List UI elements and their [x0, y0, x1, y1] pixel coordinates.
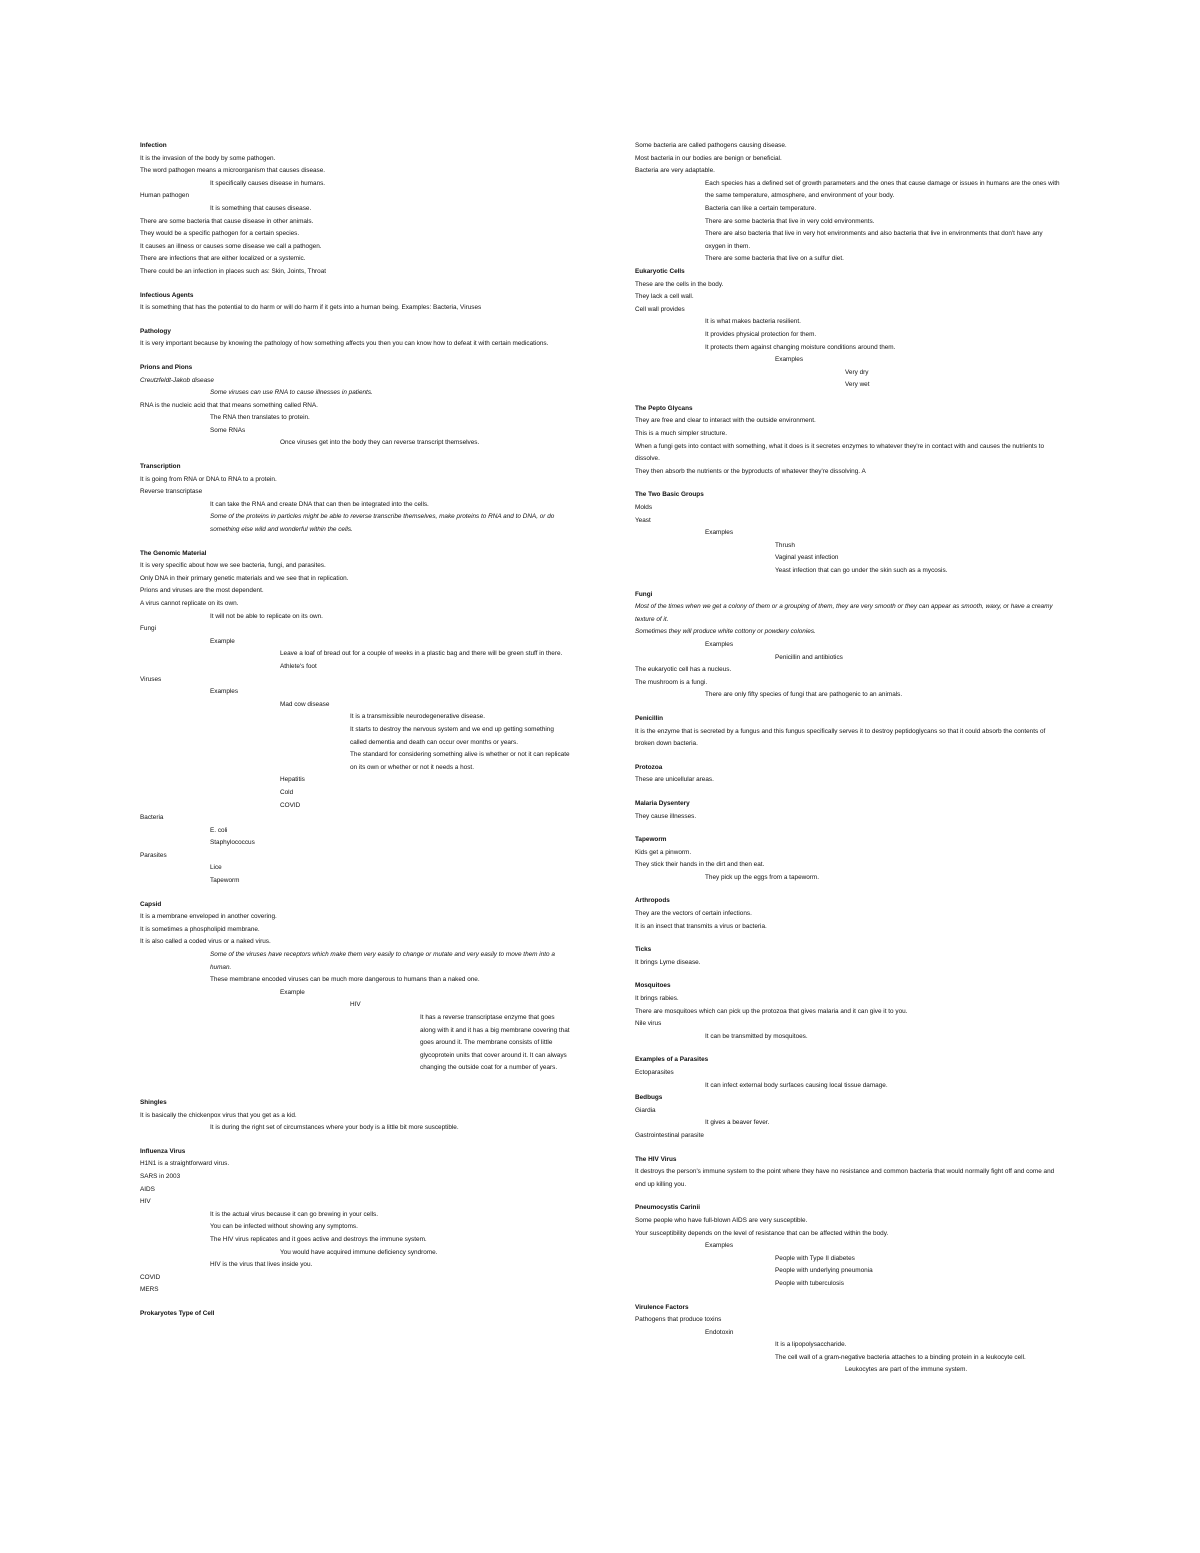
text-line: It is the enzyme that is secreted by a fungus and this fungus specifically serves it to destroy peptidoglycans so that it could absorb the contents of broken down bacteria.: [635, 727, 1048, 748]
text-line: Some RNAs: [210, 426, 246, 434]
text-line: They are the vectors of certain infections.: [635, 910, 752, 918]
text-line: Giardia: [635, 1106, 656, 1114]
text-line: It destroys the person's immune system to the point where they have no resistance and common bacteria that would normally fight off and come and end up killing you.: [635, 1168, 1056, 1188]
text-line: Endotoxin: [705, 1328, 734, 1336]
text-line: Examples: [775, 356, 804, 364]
text-line: Leave a loaf of bread out for a couple of weeks in a plastic bag and there will be green stuff in there.: [280, 650, 563, 658]
paragraph-gap: [140, 537, 570, 548]
text-line: HIV: [140, 1198, 151, 1206]
paragraph-gap: [635, 1143, 1060, 1154]
text-line: The mushroom is a fungi.: [635, 678, 708, 686]
text-line: People with tuberculosis: [775, 1279, 844, 1287]
text-line: Very dry: [845, 368, 869, 376]
text-line: It is a transmissible neurodegenerative disease.: [350, 713, 485, 721]
section-heading: Arthropods: [635, 897, 670, 905]
text-line: Bacteria are very adaptable.: [635, 167, 715, 175]
text-line: Examples: [705, 1242, 734, 1250]
section-heading: Virulence Factors: [635, 1303, 689, 1311]
text-line: It is something that has the potential to do harm or will do harm if it gets into a human being. Examples: Bacteria, Viruses: [140, 304, 482, 312]
paragraph-gap: [140, 450, 570, 461]
paragraph-gap: [140, 888, 570, 899]
text-line: There are some bacteria that cause disease in other animals.: [140, 217, 314, 225]
text-line: It starts to destroy the nervous system and we end up getting something called dementia and death can occur over months or years.: [350, 725, 556, 746]
paragraph-gap: [140, 1297, 570, 1308]
text-line: Examples: [705, 529, 734, 537]
text-line: Bacteria can like a certain temperature.: [705, 204, 817, 212]
section-heading: Influenza Virus: [140, 1147, 186, 1155]
paragraph-gap: [635, 392, 1060, 403]
text-line: Parasites: [140, 851, 167, 859]
section-heading: The HIV Virus: [635, 1155, 677, 1163]
text-line: Yeast infection that can go under the skin such as a mycosis.: [775, 567, 948, 574]
paragraph-gap: [140, 1075, 570, 1086]
section-heading: Protozoa: [635, 763, 663, 771]
text-line: Kids get a pinworm.: [635, 848, 692, 856]
paragraph-gap: [635, 478, 1060, 489]
text-line: You would have acquired immune deficiency syndrome.: [280, 1248, 438, 1256]
text-line: There are some bacteria that live on a sulfur diet.: [705, 255, 844, 263]
text-line: It brings rabies.: [635, 995, 679, 1003]
paragraph-gap: [635, 1191, 1060, 1202]
text-line: It brings Lyme disease.: [635, 958, 701, 966]
text-line: HIV: [350, 1001, 361, 1009]
text-line: Very wet: [845, 381, 870, 389]
text-line: It is basically the chickenpox virus that you get as a kid.: [140, 1111, 297, 1119]
text-line: Fungi: [140, 625, 156, 633]
left-column: [140, 140, 570, 1320]
paragraph-gap: [140, 1135, 570, 1146]
text-line: Molds: [635, 504, 653, 512]
text-line: SARS in 2003: [140, 1172, 181, 1180]
text-line: It causes an illness or causes some disease we call a pathogen.: [140, 242, 322, 250]
text-line: They are free and clear to interact with the outside environment.: [635, 417, 816, 425]
text-line: People with underlying pneumonia: [775, 1267, 873, 1275]
text-line: They lack a cell wall.: [635, 293, 694, 301]
text-line: Viruses: [140, 675, 162, 683]
paragraph-gap: [140, 279, 570, 290]
text-line: Human pathogen: [140, 192, 190, 200]
text-line: Nile virus: [635, 1020, 662, 1028]
text-line: It is something that causes disease.: [210, 204, 312, 212]
text-line: Prions and viruses are the most dependent.: [140, 587, 264, 595]
text-line: It protects them against changing moisture conditions around them.: [705, 343, 896, 351]
text-line: They cause illnesses.: [635, 812, 697, 820]
text-line: It is also called a coded virus or a naked virus.: [140, 938, 271, 946]
section-heading: Tapeworm: [635, 836, 667, 844]
text-line: Creutzfeldt-Jakob disease: [140, 376, 214, 384]
text-line: Some of the viruses have receptors which make them very easily to change or mutate and very easily to move them into a human.: [210, 951, 557, 971]
text-line: The eukaryotic cell has a nucleus.: [635, 666, 732, 674]
text-line: Penicillin and antibiotics: [775, 653, 843, 661]
text-line: Only DNA in their primary genetic materials and we see that in replication.: [140, 574, 349, 582]
section-heading: Prokaryotes Type of Cell: [140, 1309, 215, 1317]
text-line: Sometimes they will produce white cottony or powdery colonies.: [635, 628, 816, 636]
section-heading: Infection: [140, 142, 167, 149]
section-heading: Examples of a Parasites: [635, 1056, 709, 1064]
text-line: They would be a specific pathogen for a certain species.: [140, 230, 300, 238]
text-line: Hepatitis: [280, 776, 305, 784]
text-line: H1N1 is a straightforward virus.: [140, 1160, 230, 1168]
text-line: It can be transmitted by mosquitoes.: [705, 1032, 808, 1040]
text-line: You can be infected without showing any symptoms.: [210, 1223, 358, 1231]
text-line: There are only fifty species of fungi that are pathogenic to an animals.: [705, 691, 903, 699]
text-line: Yeast: [635, 516, 651, 524]
section-heading: Eukaryotic Cells: [635, 267, 685, 275]
text-line: The word pathogen means a microorganism that causes disease.: [140, 167, 326, 175]
text-line: Some people who have full-blown AIDS are very susceptible.: [635, 1216, 808, 1224]
paragraph-gap: [635, 787, 1060, 798]
section-heading: Bedbugs: [635, 1094, 663, 1102]
section-heading: Infectious Agents: [140, 291, 194, 299]
text-line: Your susceptibility depends on the level of resistance that can be affected within the body.: [635, 1229, 889, 1237]
text-line: Pathogens that produce toxins: [635, 1316, 722, 1324]
text-line: Most of the times when we get a colony of them or a grouping of them, they are very smooth or they can appear as smooth, waxy, or have a creamy texture of it.: [635, 603, 1055, 623]
text-line: It is during the right set of circumstances where your body is a little bit more susceptible.: [210, 1124, 459, 1132]
text-line: Most bacteria in our bodies are benign or beneficial.: [635, 154, 782, 162]
section-heading: Malaria Dysentery: [635, 799, 690, 807]
text-line: COVID: [280, 801, 301, 809]
text-line: There are infections that are either localized or a systemic.: [140, 255, 306, 263]
text-line: HIV is the virus that lives inside you.: [210, 1261, 313, 1269]
text-line: The standard for considering something alive is whether or not it can replicate on its own or whether or not it needs a host.: [350, 751, 572, 771]
text-line: Some bacteria are called pathogens causing disease.: [635, 142, 787, 149]
text-line: Cell wall provides: [635, 305, 685, 313]
text-line: It has a reverse transcriptase enzyme that goes along with it and it has a big membrane covering that goes around it. The membrane consists of little glycoprotein units that cover around it. It can always changing the outside coat for a number of years.: [420, 1014, 572, 1072]
text-line: It is going from RNA or DNA to RNA to a protein.: [140, 475, 277, 483]
paragraph-gap: [635, 702, 1060, 713]
text-line: It can infect external body surfaces causing local tissue damage.: [705, 1081, 888, 1089]
text-line: It is what makes bacteria resilient.: [705, 318, 801, 326]
section-heading: The Pepto Glycans: [635, 404, 693, 412]
paragraph-gap: [140, 315, 570, 326]
text-line: This is a much simpler structure.: [635, 430, 727, 438]
text-line: Cold: [280, 788, 294, 796]
section-heading: Pathology: [140, 327, 171, 335]
text-line: It is very important because by knowing the pathology of how something affects you then you can know how to defeat it with certain medications.: [140, 340, 549, 348]
text-line: There are also bacteria that live in very hot environments and also bacteria that live in environments that don't have any oxygen in them.: [705, 230, 1045, 250]
section-heading: Fungi: [635, 590, 653, 598]
text-line: People with Type II diabetes: [775, 1254, 855, 1262]
text-line: Vaginal yeast infection: [775, 554, 839, 562]
text-line: Bacteria: [140, 814, 164, 822]
text-line: These are unicellular areas.: [635, 776, 714, 784]
section-heading: Prions and Pions: [140, 363, 193, 371]
paragraph-gap: [635, 1043, 1060, 1054]
text-line: It is sometimes a phospholipid membrane.: [140, 925, 260, 933]
text-line: They then absorb the nutrients or the byproducts of whatever they're dissolving. A: [635, 467, 866, 475]
text-line: Staphylococcus: [210, 839, 255, 847]
section-heading: The Two Basic Groups: [635, 491, 704, 499]
section-heading: Pneumocystis Carinii: [635, 1204, 700, 1212]
text-line: AIDS: [140, 1185, 155, 1193]
text-line: RNA is the nucleic acid that that means something called RNA.: [140, 401, 318, 409]
text-line: Examples: [705, 640, 734, 648]
text-line: Example: [210, 637, 235, 645]
section-heading: Penicillin: [635, 714, 664, 722]
paragraph-gap: [635, 823, 1060, 834]
text-line: Examples: [210, 688, 239, 696]
text-line: It is an insect that transmits a virus or bacteria.: [635, 922, 767, 930]
text-line: It is the actual virus because it can go brewing in your cells.: [210, 1210, 379, 1218]
text-line: Tapeworm: [210, 877, 240, 885]
text-line: Mad cow disease: [280, 700, 330, 708]
text-line: They stick their hands in the dirt and then eat.: [635, 861, 765, 869]
text-line: The cell wall of a gram-negative bacteria attaches to a binding protein in a leukocyte cell.: [775, 1353, 1026, 1361]
text-line: Lice: [210, 864, 222, 872]
paragraph-gap: [635, 933, 1060, 944]
text-line: Once viruses get into the body they can reverse transcript themselves.: [280, 439, 480, 447]
text-line: These membrane encoded viruses can be much more dangerous to humans than a naked one.: [210, 976, 480, 984]
text-line: Gastrointestinal parasite: [635, 1131, 704, 1139]
right-column: [635, 140, 1060, 1377]
paragraph-gap: [635, 578, 1060, 589]
text-line: Thrush: [775, 541, 795, 549]
text-line: A virus cannot replicate on its own.: [140, 600, 239, 607]
paragraph-gap: [635, 884, 1060, 895]
paragraph-gap: [635, 751, 1060, 762]
text-line: E. coli: [210, 826, 228, 834]
text-line: They pick up the eggs from a tapeworm.: [705, 873, 820, 881]
text-line: Reverse transcriptase: [140, 488, 203, 496]
paragraph-gap: [635, 969, 1060, 980]
text-line: There are some bacteria that live in very cold environments.: [705, 217, 875, 225]
text-line: It provides physical protection for them.: [705, 330, 817, 338]
text-line: It specifically causes disease in humans.: [210, 179, 326, 187]
text-line: Athlete's foot: [280, 662, 317, 670]
text-line: Example: [280, 988, 305, 996]
text-line: It gives a beaver fever.: [705, 1119, 770, 1127]
text-line: It can take the RNA and create DNA that can then be integrated into the cells.: [210, 500, 429, 508]
text-line: It is a lipopolysaccharide.: [775, 1341, 847, 1349]
paragraph-gap: [140, 1086, 570, 1097]
text-line: Some of the proteins in particles might be able to reverse transcribe themselves, make proteins to RNA and to DNA, or do something else wild and wonderful within the cells.: [210, 513, 557, 534]
text-line: MERS: [140, 1286, 159, 1294]
text-line: Ectoparasites: [635, 1069, 674, 1076]
text-line: It is very specific about how we see bacteria, fungi, and parasites.: [140, 562, 326, 570]
text-line: The HIV virus replicates and it goes active and destroys the immune system.: [210, 1235, 427, 1243]
text-line: There are mosquitoes which can pick up the protozoa that gives malaria and it can give it to you.: [635, 1007, 908, 1015]
text-line: These are the cells in the body.: [635, 280, 724, 288]
section-heading: Mosquitoes: [635, 982, 671, 990]
section-heading: The Genomic Material: [140, 549, 207, 557]
text-line: It is a membrane enveloped in another covering.: [140, 913, 277, 921]
text-line: When a fungi gets into contact with something, what it does is it secretes enzymes to whatever they're in contact with and causes the nutrients to dissolve.: [635, 442, 1046, 463]
text-line: It is the invasion of the body by some pathogen.: [140, 154, 276, 162]
section-heading: Ticks: [635, 946, 652, 954]
text-line: It will not be able to replicate on its own.: [210, 612, 323, 620]
text-line: COVID: [140, 1273, 161, 1281]
section-heading: Capsid: [140, 900, 162, 908]
paragraph-gap: [635, 1291, 1060, 1302]
text-line: Some viruses can use RNA to cause illnesses in patients.: [210, 389, 373, 397]
text-line: Each species has a defined set of growth parameters and the ones that cause damage or issues in humans are the ones with the same temperature, atmosphere, and environment of your body.: [705, 179, 1062, 200]
text-line: There could be an infection in places such as: Skin, Joints, Throat: [140, 267, 327, 275]
text-line: The RNA then translates to protein.: [210, 414, 310, 422]
section-heading: Transcription: [140, 463, 181, 471]
paragraph-gap: [140, 351, 570, 362]
text-line: Leukocytes are part of the immune system.: [845, 1366, 968, 1374]
section-heading: Shingles: [140, 1098, 167, 1106]
